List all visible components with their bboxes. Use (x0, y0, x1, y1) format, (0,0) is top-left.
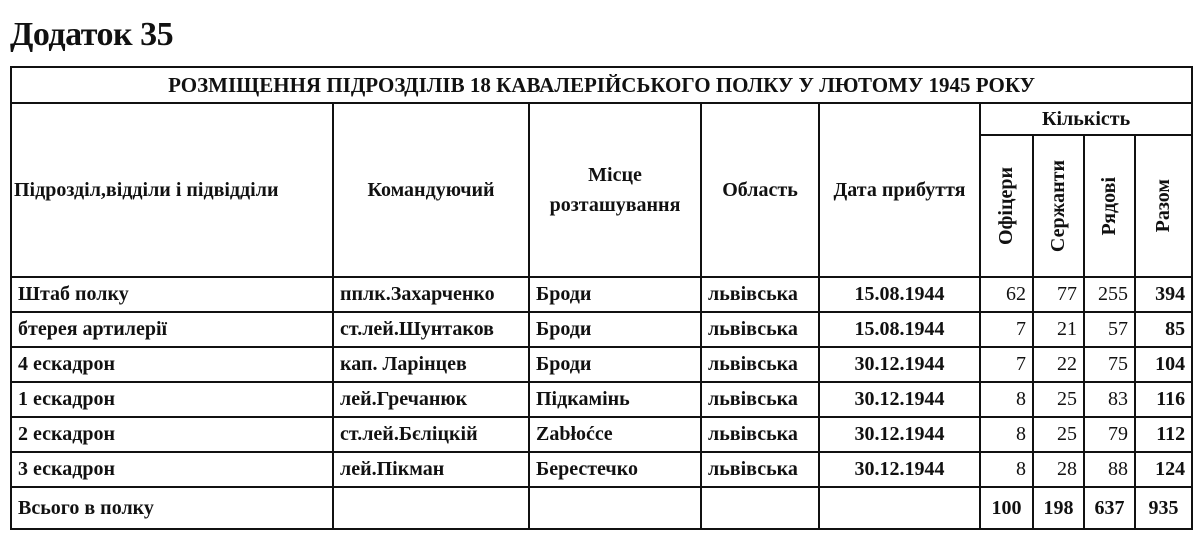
cell-unit: бтерея артилерії (11, 312, 333, 347)
cell-privates: 57 (1084, 312, 1135, 347)
header-arrival-date: Дата прибуття (819, 103, 980, 277)
page-title: Додаток 35 (10, 16, 174, 53)
cell-sergeants: 77 (1033, 277, 1084, 312)
header-privates (1084, 135, 1135, 277)
cell-arrival-date: 30.12.1944 (819, 452, 980, 487)
cell-arrival-date: 15.08.1944 (819, 277, 980, 312)
header-location: Місце розташування (529, 103, 701, 277)
cell-privates: 75 (1084, 347, 1135, 382)
header-quantity: Кількість (980, 103, 1192, 135)
cell-commander: лей.Пікман (333, 452, 529, 487)
cell-sergeants: 22 (1033, 347, 1084, 382)
header-sergeants-label: Сержанти (1047, 159, 1069, 253)
cell-commander: пплк.Захарченко (333, 277, 529, 312)
totals-region (701, 487, 819, 529)
header-unit: Підрозділ,відділи і підвідділи (11, 103, 333, 277)
totals-officers: 100 (980, 487, 1033, 529)
cell-commander: кап. Ларінцев (333, 347, 529, 382)
table-row (11, 417, 1192, 452)
header-privates-label: Рядові (1098, 176, 1120, 236)
totals-commander (333, 487, 529, 529)
cell-commander: ст.лей.Шунтаков (333, 312, 529, 347)
cell-officers: 7 (980, 312, 1033, 347)
cell-region: львівська (701, 277, 819, 312)
cell-region: львівська (701, 312, 819, 347)
cell-location: Zabłoćce (529, 417, 701, 452)
cell-region: львівська (701, 382, 819, 417)
cell-arrival-date: 30.12.1944 (819, 347, 980, 382)
header-commander: Командуючий (333, 103, 529, 277)
header-officers-label: Офіцери (995, 167, 1017, 245)
cell-location: Броди (529, 312, 701, 347)
cell-privates: 79 (1084, 417, 1135, 452)
cell-location: Броди (529, 347, 701, 382)
cell-unit: 4 ескадрон (11, 347, 333, 382)
cell-privates: 88 (1084, 452, 1135, 487)
cell-total: 104 (1135, 347, 1192, 382)
cell-region: львівська (701, 347, 819, 382)
cell-unit: Штаб полку (11, 277, 333, 312)
cell-arrival-date: 30.12.1944 (819, 382, 980, 417)
cell-total: 85 (1135, 312, 1192, 347)
cell-sergeants: 28 (1033, 452, 1084, 487)
cell-region: львівська (701, 452, 819, 487)
totals-location (529, 487, 701, 529)
table-row (11, 347, 1192, 382)
header-officers (980, 135, 1033, 277)
cell-total: 116 (1135, 382, 1192, 417)
header-total-label: Разом (1152, 179, 1175, 233)
header-region: Область (701, 103, 819, 277)
cell-commander: лей.Гречанюк (333, 382, 529, 417)
table-title: РОЗМІЩЕННЯ ПІДРОЗДІЛІВ 18 КАВАЛЕРІЙСЬКОГО ПОЛКУ У ЛЮТОМУ 1945 РОКУ (11, 67, 1192, 103)
table-row (11, 452, 1192, 487)
header-total (1135, 135, 1192, 277)
cell-unit: 1 ескадрон (11, 382, 333, 417)
cell-unit: 3 ескадрон (11, 452, 333, 487)
totals-sergeants: 198 (1033, 487, 1084, 529)
table-row (11, 277, 1192, 312)
totals-total: 935 (1135, 487, 1192, 529)
cell-sergeants: 25 (1033, 382, 1084, 417)
table-row (11, 312, 1192, 347)
cell-total: 124 (1135, 452, 1192, 487)
totals-row (11, 487, 1192, 529)
deployment-table (10, 66, 1193, 530)
header-sergeants (1033, 135, 1084, 277)
cell-sergeants: 21 (1033, 312, 1084, 347)
cell-privates: 83 (1084, 382, 1135, 417)
totals-privates: 637 (1084, 487, 1135, 529)
cell-arrival-date: 30.12.1944 (819, 417, 980, 452)
totals-arrival (819, 487, 980, 529)
cell-unit: 2 ескадрон (11, 417, 333, 452)
cell-total: 394 (1135, 277, 1192, 312)
cell-officers: 8 (980, 417, 1033, 452)
cell-commander: ст.лей.Бєліцкій (333, 417, 529, 452)
table-row (11, 382, 1192, 417)
cell-privates: 255 (1084, 277, 1135, 312)
cell-total: 112 (1135, 417, 1192, 452)
cell-officers: 8 (980, 452, 1033, 487)
cell-officers: 7 (980, 347, 1033, 382)
cell-arrival-date: 15.08.1944 (819, 312, 980, 347)
cell-region: львівська (701, 417, 819, 452)
totals-label: Всього в полку (11, 487, 333, 529)
cell-location: Берестечко (529, 452, 701, 487)
cell-officers: 62 (980, 277, 1033, 312)
cell-location: Броди (529, 277, 701, 312)
cell-officers: 8 (980, 382, 1033, 417)
cell-location: Підкамінь (529, 382, 701, 417)
cell-sergeants: 25 (1033, 417, 1084, 452)
